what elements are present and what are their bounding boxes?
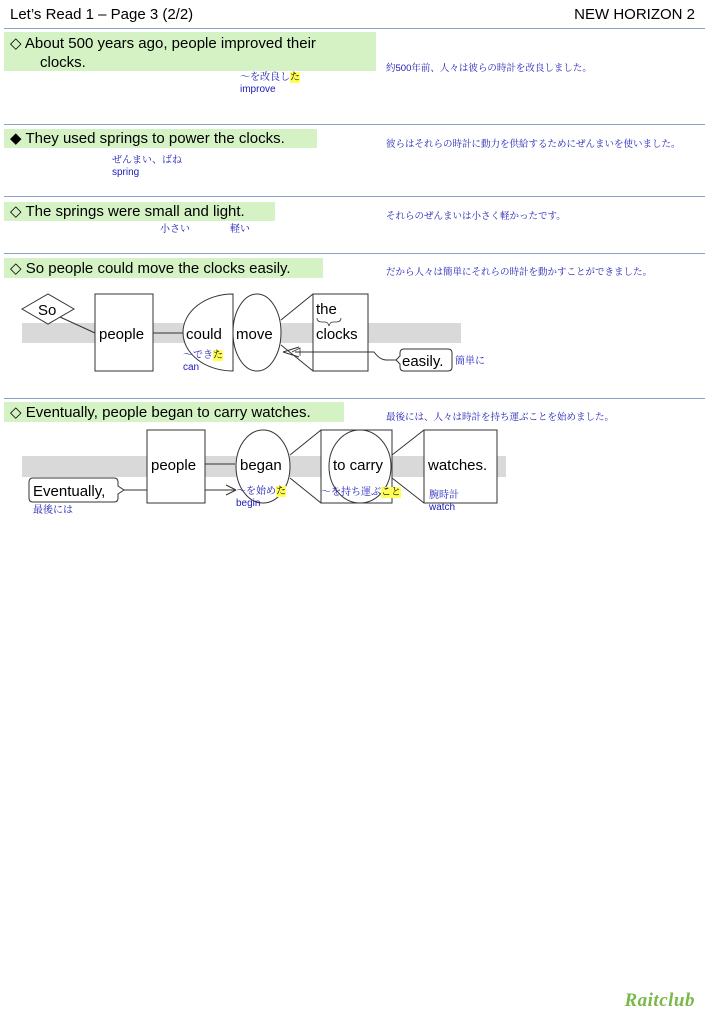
diamond-outline-icon: ◇	[10, 203, 22, 220]
translation-2: 彼らはそれらの時計に動力を供給するためにぜんまいを使いました。	[386, 139, 681, 150]
gloss-easily: 簡単に	[455, 356, 485, 367]
sentence-5: ◇ Eventually, people began to carry watches.	[10, 404, 311, 421]
translation-4: だから人々は簡単にそれらの時計を動かすことができました。	[386, 267, 653, 278]
gloss-began: ～を始めた begin	[236, 486, 286, 509]
move-label: move	[236, 326, 273, 343]
sentence-2: ◆ They used springs to power the clocks.	[10, 130, 285, 147]
gloss-could: ～できた can	[183, 350, 223, 373]
so-label: So	[38, 302, 57, 319]
gloss-to-carry: ～を持ち運ぶこと	[321, 487, 401, 498]
people-label: people	[99, 326, 145, 343]
gloss-improved: ～を改良した improve	[240, 72, 300, 95]
could-label: could	[186, 326, 222, 343]
translation-3: それらのぜんまいは小さく軽かったです。	[386, 211, 566, 222]
diamond-outline-icon: ◇	[10, 404, 22, 421]
began-label: began	[240, 457, 282, 474]
eventually-label: Eventually,	[33, 483, 106, 500]
gloss-light: 軽い	[230, 224, 250, 235]
gloss-springs: ぜんまい、ばね spring	[112, 155, 182, 178]
gloss-small: 小さい	[160, 224, 190, 235]
gloss-eventually: 最後には	[33, 505, 73, 516]
arrow-icon	[226, 485, 236, 490]
sentence-3: ◇ The springs were small and light.	[10, 203, 245, 220]
the-label: the	[316, 301, 337, 318]
textbook-name: NEW HORIZON 2	[574, 6, 695, 23]
translation-1: 約500年前、人々は彼らの時計を改良しました。	[386, 63, 592, 74]
page-title: Let’s Read 1 – Page 3 (2/2)	[10, 6, 194, 23]
diamond-outline-icon: ◇	[10, 260, 22, 277]
watches-label: watches.	[428, 457, 488, 474]
easily-label: easily.	[402, 353, 444, 370]
sentence-4: ◇ So people could move the clocks easily.	[10, 260, 291, 277]
diamond-filled-icon: ◆	[10, 130, 22, 147]
sentence-1-line2: clocks.	[40, 54, 86, 71]
gloss-watches: 腕時計 watch	[429, 490, 459, 513]
sentence-1-line1: About 500 years ago, people improved their	[24, 35, 316, 52]
translation-5: 最後には、人々は時計を持ち運ぶことを始めました。	[386, 412, 615, 423]
to-carry-label: to carry	[333, 457, 384, 474]
people-label: people	[151, 457, 197, 474]
raitclub-logo: Raitclub	[624, 990, 695, 1011]
diamond-outline-icon: ◇	[10, 35, 22, 52]
clocks-label: clocks	[316, 326, 358, 343]
